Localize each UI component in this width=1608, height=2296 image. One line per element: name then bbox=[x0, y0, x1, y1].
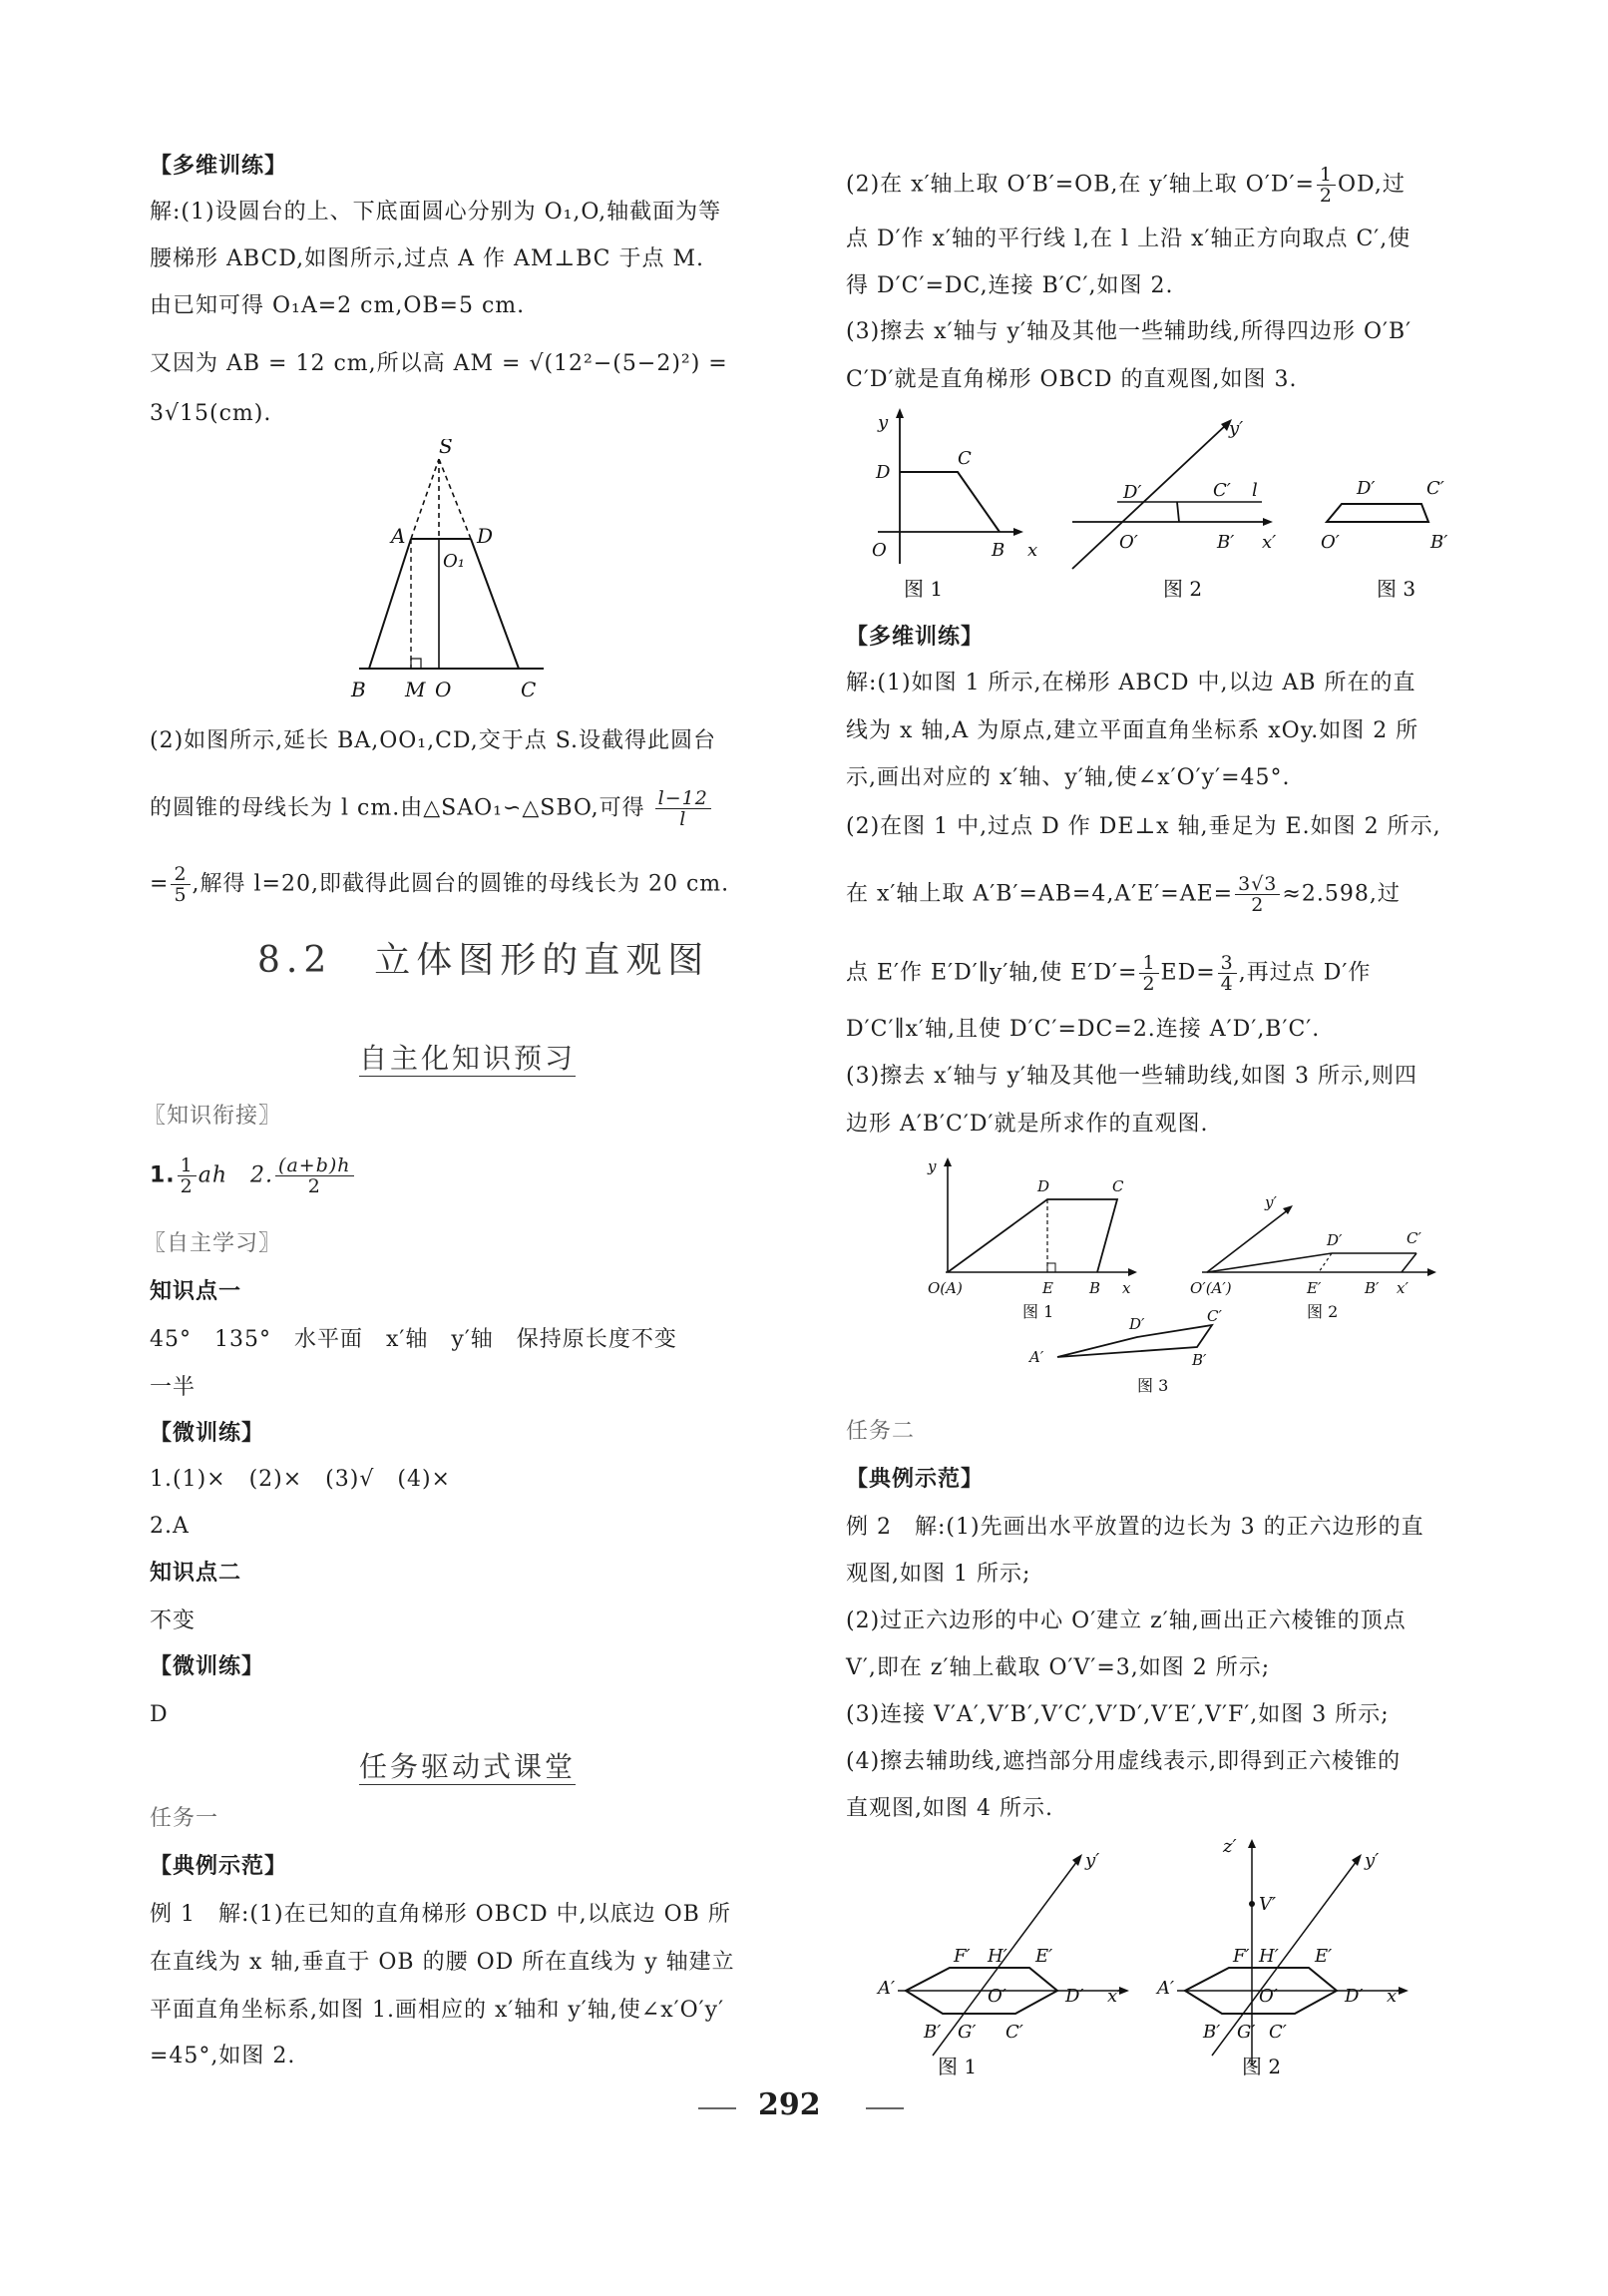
heading-weixunlian: 【微训练】 bbox=[150, 1421, 265, 1446]
svg-text:D′: D′ bbox=[1357, 478, 1376, 499]
svg-text:D′: D′ bbox=[1065, 1986, 1084, 2007]
text-line: 观图,如图 1 所示; bbox=[846, 1562, 1031, 1587]
svg-text:D′: D′ bbox=[1123, 482, 1142, 503]
figure-caption: 图 3 bbox=[1377, 577, 1416, 601]
svg-text:C′: C′ bbox=[1213, 480, 1231, 501]
svg-text:x′: x′ bbox=[1387, 1986, 1402, 2007]
text-line: (2)如图所示,延长 BA,OO₁,CD,交于点 S.设截得此圆台 bbox=[150, 728, 717, 753]
text-line: 不变 bbox=[150, 1608, 197, 1633]
svg-text:l: l bbox=[1252, 480, 1258, 501]
footer-rule bbox=[698, 2107, 736, 2109]
subsection-title: 自主化知识预习 bbox=[359, 1042, 577, 1075]
text-line: (3)连接 V′A′,V′B′,V′C′,V′D′,V′E′,V′F′,如图 3 所示; bbox=[846, 1702, 1390, 1727]
svg-text:A′: A′ bbox=[878, 1978, 896, 1999]
text-line: 平面直角坐标系,如图 1.画相应的 x′轴和 y′轴,使∠x′O′y′ bbox=[150, 1998, 725, 2023]
text-line: (4)擦去辅助线,遮挡部分用虚线表示,即得到正六棱锥的 bbox=[846, 1749, 1402, 1774]
svg-text:B′: B′ bbox=[1217, 532, 1235, 553]
answer-line: 1. $\frac{1}{2}$ ah 2. $\frac{(a+b)h}{2}$ bbox=[150, 1155, 356, 1196]
label-C: C bbox=[521, 678, 537, 701]
svg-text:F′: F′ bbox=[1233, 1946, 1250, 1967]
svg-text:B: B bbox=[1089, 1279, 1101, 1297]
svg-text:C: C bbox=[958, 448, 972, 469]
svg-text:x′: x′ bbox=[1397, 1279, 1408, 1297]
figure-caption: 图 1 bbox=[1022, 1302, 1054, 1321]
text-line: (2)过正六边形的中心 O′建立 z′轴,画出正六棱锥的顶点 bbox=[846, 1608, 1407, 1633]
svg-text:y: y bbox=[878, 412, 889, 433]
svg-text:E′: E′ bbox=[1035, 1946, 1053, 1967]
figure-caption: 图 3 bbox=[1137, 1376, 1169, 1395]
text-line: D′C′∥x′轴,且使 D′C′=DC=2.连接 A′D′,B′C′. bbox=[846, 1017, 1321, 1042]
text-line: 2.A bbox=[150, 1514, 190, 1539]
label-O: O bbox=[435, 678, 452, 701]
text-line: D bbox=[150, 1702, 169, 1727]
text-line: 边形 A′B′C′D′就是所求作的直观图. bbox=[846, 1112, 1209, 1137]
heading-zizhuxuexi: 〖自主学习〗 bbox=[144, 1231, 282, 1256]
heading-weixunlian: 【微训练】 bbox=[150, 1654, 265, 1679]
label-A: A bbox=[391, 524, 406, 548]
svg-text:H′: H′ bbox=[988, 1946, 1007, 1967]
section-title: 8.2 立体图形的直观图 bbox=[257, 940, 710, 981]
text-line: 得 D′C′=DC,连接 B′C′,如图 2. bbox=[846, 273, 1174, 298]
task-label: 任务一 bbox=[150, 1806, 219, 1831]
text-line: =45°,如图 2. bbox=[150, 2044, 296, 2068]
svg-text:H′: H′ bbox=[1259, 1946, 1279, 1967]
knowledge-point-1: 知识点一 bbox=[150, 1279, 242, 1304]
svg-text:E: E bbox=[1042, 1279, 1053, 1297]
trapezoid-figures-a bbox=[858, 404, 1476, 614]
svg-text:D′: D′ bbox=[1327, 1231, 1343, 1249]
svg-text:C′: C′ bbox=[1269, 2022, 1287, 2043]
text-line: 由已知可得 O₁A=2 cm,OB=5 cm. bbox=[150, 293, 526, 318]
label-O1: O₁ bbox=[443, 551, 465, 572]
footer-rule bbox=[866, 2107, 904, 2109]
svg-text:y: y bbox=[928, 1157, 937, 1175]
svg-text:O′: O′ bbox=[1259, 1986, 1278, 2007]
figure-caption: 图 2 bbox=[1163, 577, 1203, 601]
text-line: 例 1 解:(1)在已知的直角梯形 OBCD 中,以底边 OB 所 bbox=[150, 1902, 731, 1927]
heading-dianli: 【典例示范】 bbox=[846, 1467, 985, 1492]
text-line: 线为 x 轴,A 为原点,建立平面直角坐标系 xOy.如图 2 所 bbox=[846, 718, 1419, 743]
svg-text:O′: O′ bbox=[988, 1986, 1006, 2007]
svg-text:E′: E′ bbox=[1307, 1279, 1322, 1297]
svg-text:O(A): O(A) bbox=[928, 1279, 963, 1297]
knowledge-point-2: 知识点二 bbox=[150, 1561, 242, 1586]
svg-text:x: x bbox=[1027, 540, 1038, 561]
svg-text:D: D bbox=[876, 462, 891, 483]
subsection-title: 任务驱动式课堂 bbox=[359, 1750, 577, 1783]
svg-text:V′: V′ bbox=[1259, 1894, 1277, 1915]
svg-text:C: C bbox=[1112, 1177, 1124, 1195]
svg-text:G′: G′ bbox=[1237, 2022, 1256, 2043]
svg-text:B′: B′ bbox=[1365, 1279, 1380, 1297]
svg-text:O′: O′ bbox=[1119, 532, 1138, 553]
svg-text:y′: y′ bbox=[1229, 418, 1244, 439]
text-line: 点 D′作 x′轴的平行线 l,在 l 上沿 x′轴正方向取点 C′,使 bbox=[846, 227, 1411, 251]
svg-text:B′: B′ bbox=[924, 2022, 942, 2043]
svg-text:B: B bbox=[992, 540, 1005, 561]
text-line: (3)擦去 x′轴与 y′轴及其他一些辅助线,如图 3 所示,则四 bbox=[846, 1064, 1417, 1089]
text-line: 解:(1)设圆台的上、下底面圆心分别为 O₁,O,轴截面为等 bbox=[150, 200, 722, 225]
text-line: C′D′就是直角梯形 OBCD 的直观图,如图 3. bbox=[846, 367, 1298, 392]
svg-text:G′: G′ bbox=[958, 2022, 977, 2043]
text-line: 的圆锥的母线长为 l cm.由△SAO₁∽△SBO,可得 $\frac{l-12}{l}$ bbox=[150, 788, 713, 829]
text-line: (3)擦去 x′轴与 y′轴及其他一些辅助线,所得四边形 O′B′ bbox=[846, 319, 1412, 344]
text-line: 一半 bbox=[150, 1375, 197, 1400]
label-M: M bbox=[405, 678, 426, 701]
svg-text:A′: A′ bbox=[1157, 1978, 1175, 1999]
svg-text:y′: y′ bbox=[1085, 1850, 1100, 1871]
text-line: 示,画出对应的 x′轴、y′轴,使∠x′O′y′=45°. bbox=[846, 765, 1291, 790]
svg-text:O′: O′ bbox=[1321, 532, 1340, 553]
figure-caption: 图 2 bbox=[1307, 1302, 1339, 1321]
figure-caption: 图 2 bbox=[1242, 2055, 1282, 2078]
svg-text:E′: E′ bbox=[1315, 1946, 1333, 1967]
svg-text:C′: C′ bbox=[1426, 478, 1444, 499]
text-line: 3√15(cm). bbox=[150, 401, 272, 426]
text-line: 45° 135° 水平面 x′轴 y′轴 保持原长度不变 bbox=[150, 1327, 677, 1352]
figure-caption: 图 1 bbox=[904, 577, 944, 601]
figure-caption: 图 1 bbox=[938, 2055, 978, 2078]
text-line: 又因为 AB = 12 cm,所以高 AM = √(12²−(5−2)²) = bbox=[150, 351, 728, 376]
text-line: 直观图,如图 4 所示. bbox=[846, 1796, 1053, 1821]
svg-text:C′: C′ bbox=[1407, 1229, 1421, 1247]
heading-duowei: 【多维训练】 bbox=[150, 154, 288, 179]
svg-text:y′: y′ bbox=[1365, 1850, 1380, 1871]
svg-text:y′: y′ bbox=[1265, 1193, 1277, 1211]
svg-text:D′: D′ bbox=[1345, 1986, 1364, 2007]
text-line: 在直线为 x 轴,垂直于 OB 的腰 OD 所在直线为 y 轴建立 bbox=[150, 1950, 735, 1975]
heading-duowei: 【多维训练】 bbox=[846, 625, 985, 650]
fraction: $\frac{l-12}{l}$ bbox=[655, 788, 711, 829]
svg-text:C′: C′ bbox=[1207, 1307, 1222, 1325]
text-line: 1.(1)× (2)× (3)√ (4)× bbox=[150, 1467, 451, 1492]
text-line: 解:(1)如图 1 所示,在梯形 ABCD 中,以边 AB 所在的直 bbox=[846, 671, 1416, 695]
trapezoid-figures-b bbox=[908, 1148, 1466, 1397]
fraction: $\frac{2}{5}$ bbox=[171, 864, 190, 905]
svg-text:x′: x′ bbox=[1107, 1986, 1122, 2007]
svg-text:z′: z′ bbox=[1223, 1836, 1237, 1857]
svg-text:D: D bbox=[1037, 1177, 1050, 1195]
label-B: B bbox=[351, 678, 366, 701]
hexagon-figures bbox=[858, 1836, 1476, 2085]
text-line: (2)在 x′轴上取 O′B′=OB,在 y′轴上取 O′D′= $\frac{1}{2}$ OD,过 bbox=[846, 164, 1406, 207]
svg-text:O: O bbox=[872, 540, 887, 561]
text-line: 在 x′轴上取 A′B′=AB=4,A′E′=AE= $\frac{3√3}{2}$ ≈2.598,过 bbox=[846, 873, 1401, 916]
svg-text:x: x bbox=[1122, 1279, 1131, 1297]
svg-text:A′: A′ bbox=[1029, 1348, 1044, 1366]
page-number: 292 bbox=[758, 2087, 821, 2122]
svg-text:B′: B′ bbox=[1192, 1351, 1207, 1369]
task-label: 任务二 bbox=[846, 1419, 916, 1444]
label-S: S bbox=[439, 439, 453, 458]
text-line: (2)在图 1 中,过点 D 作 DE⊥x 轴,垂足为 E.如图 2 所示, bbox=[846, 814, 1441, 839]
svg-text:C′: C′ bbox=[1005, 2022, 1023, 2043]
svg-text:D′: D′ bbox=[1129, 1315, 1145, 1333]
svg-text:x′: x′ bbox=[1262, 532, 1277, 553]
text-line: 点 E′作 E′D′∥y′轴,使 E′D′= $\frac{1}{2}$ ED= $\frac{3}{4}$ ,再过点 D′作 bbox=[846, 952, 1372, 995]
text-line: V′,即在 z′轴上截取 O′V′=3,如图 2 所示; bbox=[846, 1655, 1271, 1680]
svg-text:B′: B′ bbox=[1430, 532, 1448, 553]
svg-text:F′: F′ bbox=[954, 1946, 971, 1967]
heading-dianli: 【典例示范】 bbox=[150, 1854, 288, 1879]
heading-zhishixianjie: 〖知识衔接〗 bbox=[144, 1104, 282, 1129]
text-line: 例 2 解:(1)先画出水平放置的边长为 3 的正六边形的直 bbox=[846, 1515, 1424, 1540]
label-D: D bbox=[477, 524, 494, 548]
svg-text:O′(A′): O′(A′) bbox=[1190, 1279, 1232, 1297]
frustum-diagram bbox=[339, 439, 628, 708]
svg-text:B′: B′ bbox=[1203, 2022, 1221, 2043]
text-line: = $\frac{2}{5}$ ,解得 l=20,即截得此圆台的圆锥的母线长为 20 cm. bbox=[150, 863, 730, 906]
text-line: 腰梯形 ABCD,如图所示,过点 A 作 AM⊥BC 于点 M. bbox=[150, 246, 705, 271]
